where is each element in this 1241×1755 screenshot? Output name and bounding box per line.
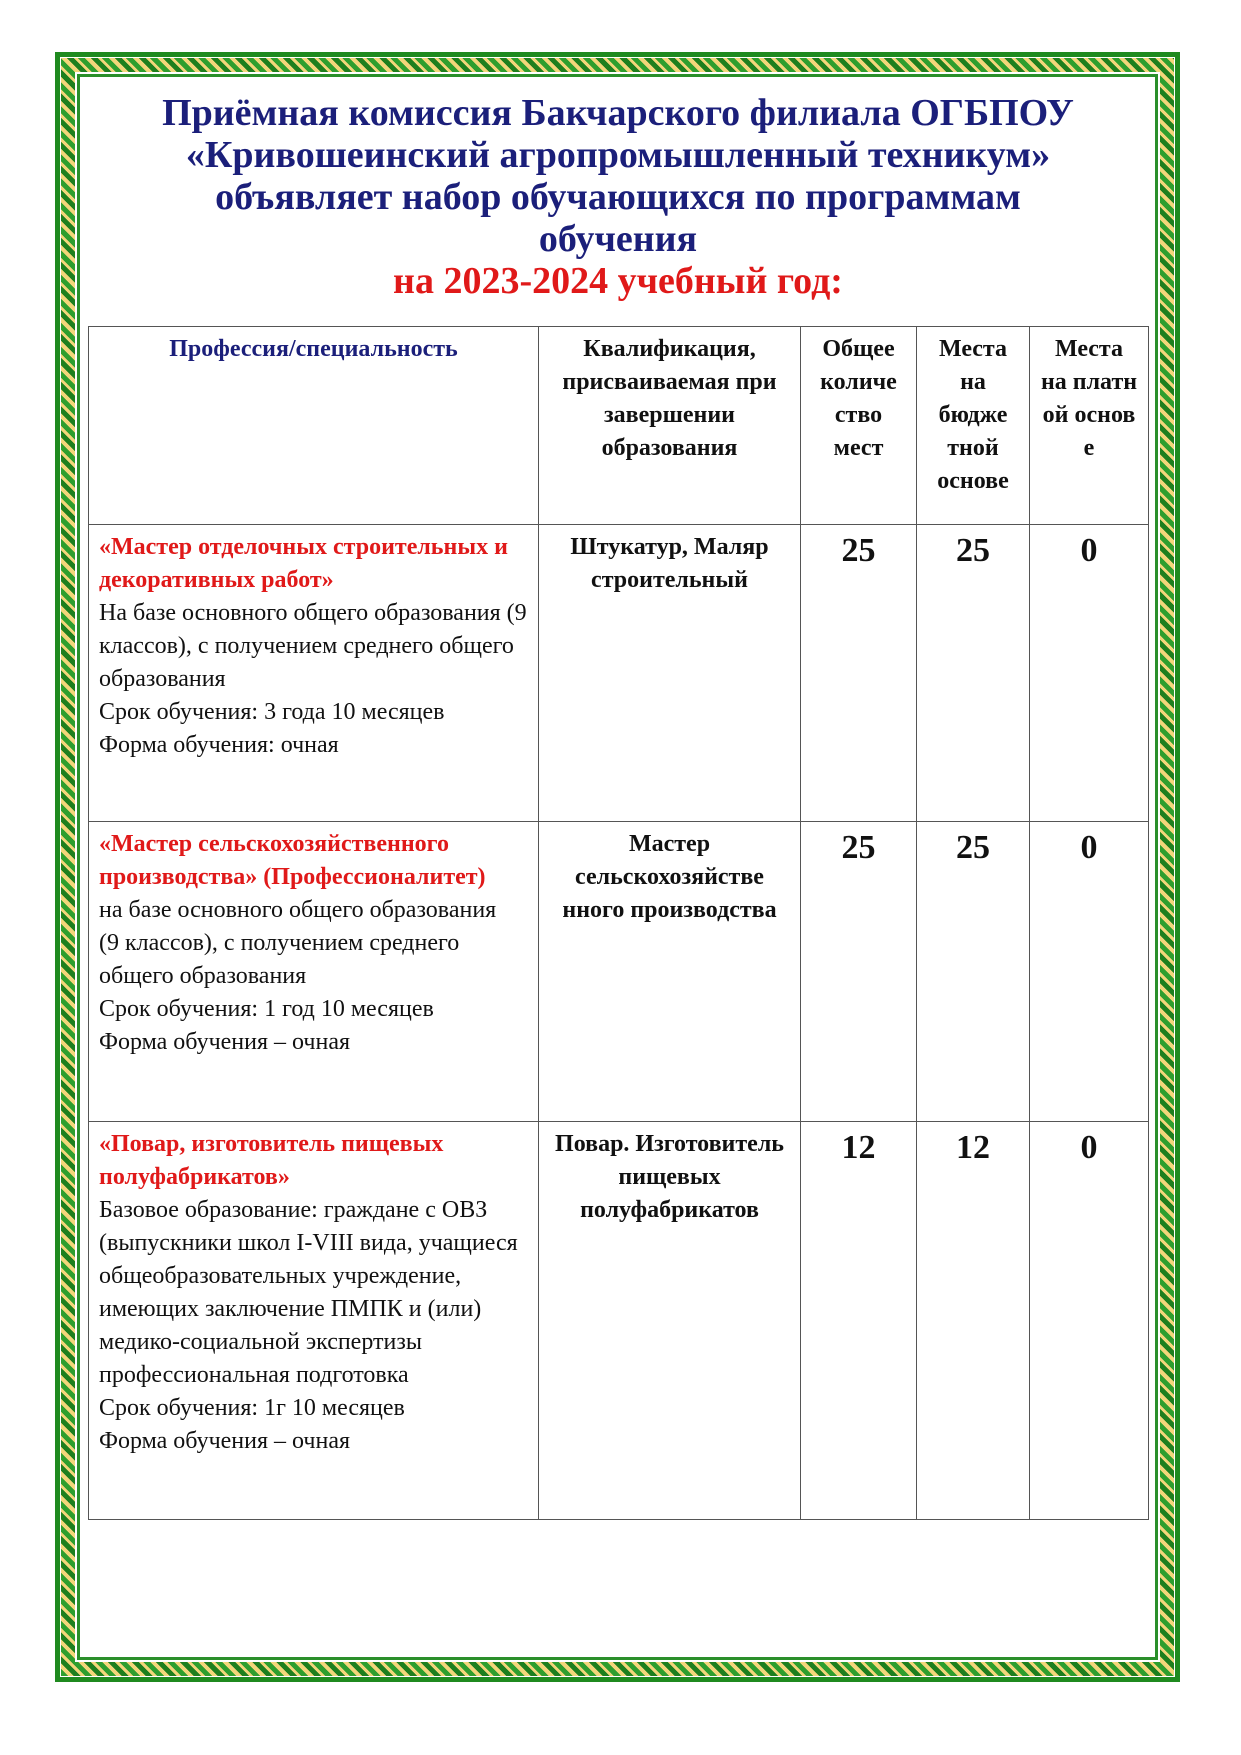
program-cell <box>89 1122 539 1520</box>
qualification-cell: Мастер сельскохозяйстве нного производства <box>539 822 801 1122</box>
table-row <box>89 1122 1149 1520</box>
column-header-total-places: Общее количе ство мест <box>801 327 917 525</box>
program-duration: Срок обучения: 3 года 10 месяцев <box>99 699 445 725</box>
header-line-4: обучения <box>538 218 698 260</box>
paid-places-cell: 0 <box>1030 1122 1149 1520</box>
table-header-row <box>89 327 1149 525</box>
announcement-header <box>88 92 1148 302</box>
program-form: Форма обучения: очная <box>99 732 339 758</box>
header-line-3: объявляет набор обучающихся по программам <box>215 176 1021 218</box>
budget-places-cell: 12 <box>917 1122 1030 1520</box>
program-description-cont: (9 классов), с получением среднего общего образования <box>99 930 460 989</box>
program-description: Базовое образование: граждане с ОВЗ (выпускники школ I-VIII вида, учащиеся общеобразовательных учреждение, имеющих заключение ПМПК и (или) медико-социальной экспертизы профессиональная подготовка <box>99 1197 518 1388</box>
academic-year: на 2023-2024 учебный год: <box>393 260 843 302</box>
program-title: «Повар, изготовитель пищевых полуфабрикатов» <box>99 1131 444 1190</box>
header-line-1: Приёмная комиссия Бакчарского филиала ОГБПОУ <box>162 92 1074 134</box>
total-places-cell: 12 <box>801 1122 917 1520</box>
budget-places-cell: 25 <box>917 525 1030 822</box>
header-line-2: «Кривошеинский агропромышленный техникум» <box>185 134 1051 176</box>
program-description: На базе основного общего образования (9 классов), с получением среднего общего образования <box>99 600 527 692</box>
total-places-cell: 25 <box>801 822 917 1122</box>
paid-places-cell: 0 <box>1030 525 1149 822</box>
program-description: на базе основного общего образования <box>99 897 497 923</box>
program-duration: Срок обучения: 1 год 10 месяцев <box>99 996 434 1022</box>
program-title: «Мастер отделочных строительных и декоративных работ» <box>99 534 508 593</box>
total-places-cell: 25 <box>801 525 917 822</box>
table-row <box>89 822 1149 1122</box>
program-cell <box>89 525 539 822</box>
table-row <box>89 525 1149 822</box>
program-title: «Мастер сельскохозяйственного производства» (Профессионалитет) <box>99 831 486 890</box>
column-header-qualification: Квалификация, присваиваемая при завершении образования <box>539 327 801 525</box>
paid-places-cell: 0 <box>1030 822 1149 1122</box>
column-header-budget-places: Места на бюдже тной основе <box>917 327 1030 525</box>
qualification-cell: Штукатур, Маляр строительный <box>539 525 801 822</box>
program-duration: Срок обучения: 1г 10 месяцев <box>99 1395 405 1421</box>
program-form: Форма обучения – очная <box>99 1428 351 1454</box>
column-header-paid-places: Места на платн ой основ е <box>1030 327 1149 525</box>
column-header-profession: Профессия/специальность <box>89 327 539 525</box>
budget-places-cell: 25 <box>917 822 1030 1122</box>
program-cell <box>89 822 539 1122</box>
qualification-cell: Повар. Изготовитель пищевых полуфабрикатов <box>539 1122 801 1520</box>
programs-table <box>88 326 1149 1520</box>
program-form: Форма обучения – очная <box>99 1029 351 1055</box>
